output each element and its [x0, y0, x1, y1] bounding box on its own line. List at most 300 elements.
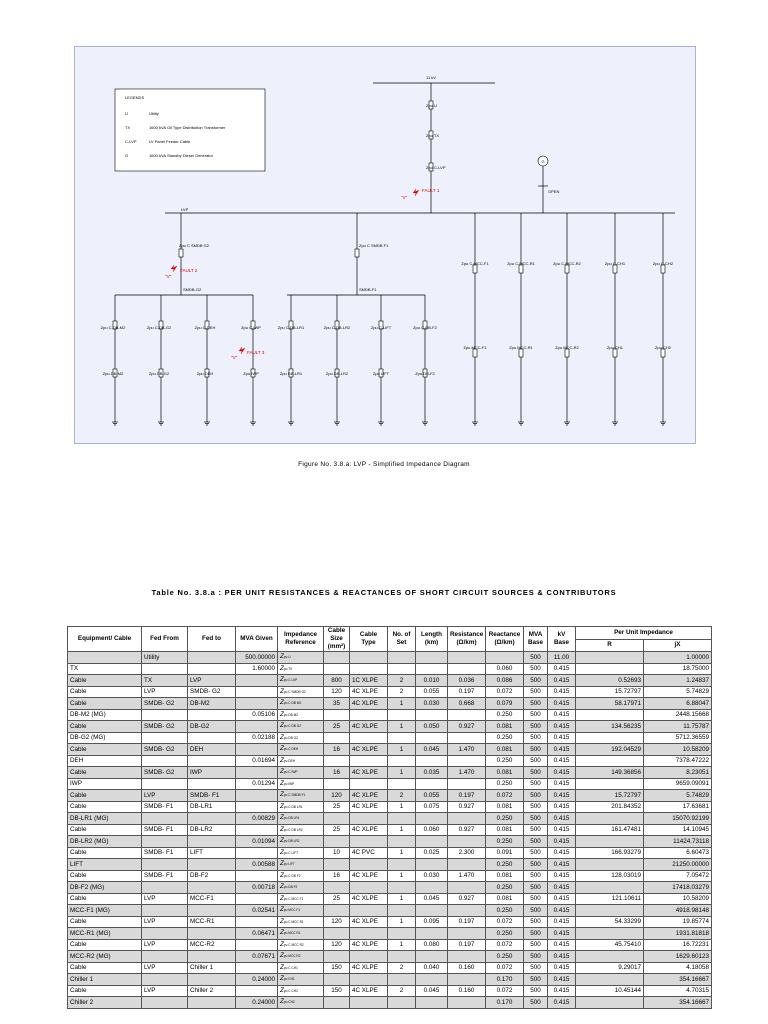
table-cell: 500 — [524, 652, 548, 664]
table-cell: 0.250 — [486, 882, 524, 894]
table-cell: 0.415 — [548, 905, 576, 917]
generator-label: G — [541, 159, 545, 164]
cell-impedance-ref — [278, 790, 324, 802]
table-cell: 0.095 — [416, 916, 448, 928]
table-cell: 0.060 — [486, 663, 524, 675]
impedance-diagram — [74, 46, 696, 444]
table-cell: 1 — [388, 847, 416, 859]
impedance-symbol — [473, 265, 477, 273]
table-cell: 15.72797 — [576, 790, 644, 802]
table-row — [68, 916, 712, 928]
impedance-symbol — [661, 349, 665, 357]
branch-load-label: Zpu CH1 — [606, 345, 624, 350]
table-cell: 500 — [524, 801, 548, 813]
table-cell — [486, 652, 524, 664]
table-cell — [142, 709, 188, 721]
table-cell: 0.036 — [448, 675, 486, 687]
cell-impedance-ref — [278, 652, 324, 664]
table-cell — [236, 801, 278, 813]
cell-impedance-ref — [278, 767, 324, 779]
smdb-g2-cable-label: Zpu C SMDB G2 — [179, 243, 210, 248]
table-cell: 134.56235 — [576, 721, 644, 733]
table-cell — [324, 778, 350, 790]
table-cell: 0.415 — [548, 663, 576, 675]
table-cell: 0.060 — [416, 824, 448, 836]
table-row — [68, 859, 712, 871]
table-cell: 9.29017 — [576, 962, 644, 974]
table-cell — [324, 974, 350, 986]
table-cell: 0.00588 — [236, 859, 278, 871]
table-cell: 0.250 — [486, 755, 524, 767]
table-cell — [188, 709, 236, 721]
table-cell: 500 — [524, 882, 548, 894]
table-cell: 0.081 — [486, 893, 524, 905]
table-cell — [324, 859, 350, 871]
table-cell — [350, 882, 388, 894]
table-cell — [576, 755, 644, 767]
table-cell — [324, 755, 350, 767]
impedance-symbol: Z — [280, 687, 284, 695]
table-cell: 0.415 — [548, 721, 576, 733]
impedance-symbol: Z — [280, 768, 284, 775]
table-cell: 4C XLPE — [350, 744, 388, 756]
cell-impedance-ref — [278, 974, 324, 986]
table-cell: 1.24837 — [644, 675, 712, 687]
impedance-symbol — [179, 249, 183, 257]
table-cell: 0.197 — [448, 939, 486, 951]
table-cell: 0.415 — [548, 962, 576, 974]
table-cell — [388, 997, 416, 1009]
table-cell: 0.197 — [448, 916, 486, 928]
table-cell: 0.250 — [486, 928, 524, 940]
table-cell: 0.081 — [486, 801, 524, 813]
table-cell — [142, 905, 188, 917]
table-cell: 0.250 — [486, 709, 524, 721]
table-cell: 16 — [324, 744, 350, 756]
table-cell: 18.75000 — [644, 663, 712, 675]
table-row — [68, 732, 712, 744]
table-cell: 1 — [388, 801, 416, 813]
table-cell: LVP — [142, 790, 188, 802]
table-cell: 0.055 — [416, 790, 448, 802]
table-cell: 0.040 — [416, 962, 448, 974]
table-cell — [576, 836, 644, 848]
table-cell: 0.025 — [416, 847, 448, 859]
impedance-symbol: Z — [280, 917, 284, 925]
impedance-symbol: Z — [280, 722, 284, 729]
table-cell: DB-G2 (MG) — [68, 732, 142, 744]
table-cell: 9659.09091 — [644, 778, 712, 790]
branch-load-label: Zpu DB-LR1 — [279, 371, 303, 376]
table-cell: 17418.03279 — [644, 882, 712, 894]
impedance-subscript: pu C SMDB G2 — [283, 689, 306, 694]
table-cell: 0.081 — [486, 721, 524, 733]
table-cell: Cable — [68, 870, 142, 882]
table-cell — [236, 962, 278, 974]
table-cell: DB-M2 (MG) — [68, 709, 142, 721]
table-cell: 500 — [524, 709, 548, 721]
table-cell: 0.250 — [486, 951, 524, 963]
table-cell: LVP — [142, 893, 188, 905]
table-cell: 21250.00000 — [644, 859, 712, 871]
table-cell: TX — [68, 663, 142, 675]
col-mva-given: MVA Given — [236, 627, 278, 652]
table-row — [68, 905, 712, 917]
branch-cable-label: Zpu C-LIFT — [370, 325, 392, 330]
table-cell: 1 — [388, 721, 416, 733]
table-cell: DB-LR2 — [188, 824, 236, 836]
table-cell: 0.01294 — [236, 778, 278, 790]
impedance-subscript: pu CH2 — [283, 1000, 295, 1004]
table-cell: 0.086 — [486, 675, 524, 687]
table-cell: 2.300 — [448, 847, 486, 859]
cell-impedance-ref — [278, 882, 324, 894]
table-row — [68, 801, 712, 813]
table-row — [68, 721, 712, 733]
table-cell: 0.072 — [486, 790, 524, 802]
branch-load-label: Zpu MCC-F1 — [463, 345, 487, 350]
legend-desc: 1600 kVA Oil Type Distribution Transformer — [149, 125, 226, 130]
table-cell: 4C XLPE — [350, 790, 388, 802]
zpu-tx-label: Zpu TX — [426, 133, 440, 138]
table-cell: 1931.81818 — [644, 928, 712, 940]
table-cell: 0.927 — [448, 801, 486, 813]
table-cell — [188, 905, 236, 917]
table-row — [68, 870, 712, 882]
table-cell: 0.06471 — [236, 928, 278, 940]
table-cell — [324, 663, 350, 675]
table-cell: 0.072 — [486, 686, 524, 698]
table-cell — [142, 882, 188, 894]
table-cell: 120 — [324, 916, 350, 928]
table-cell: 10.58209 — [644, 893, 712, 905]
table-cell: 1.470 — [448, 870, 486, 882]
impedance-symbol: Z — [280, 952, 284, 959]
table-cell: 1.60000 — [236, 663, 278, 675]
legend-desc: LV Panel Feeder Cable — [149, 139, 191, 144]
table-row — [68, 974, 712, 986]
table-cell — [142, 974, 188, 986]
table-cell: 500 — [524, 686, 548, 698]
branch-cable-label: Zpu C-CH1 — [604, 261, 626, 266]
table-cell — [388, 905, 416, 917]
table-cell: 354.16667 — [644, 997, 712, 1009]
table-cell: 0.415 — [548, 916, 576, 928]
table-cell: 500 — [524, 951, 548, 963]
table-cell — [350, 732, 388, 744]
table-cell: 4C PVC — [350, 847, 388, 859]
table-cell: 4C XLPE — [350, 801, 388, 813]
table-cell: 500 — [524, 755, 548, 767]
table-cell — [388, 859, 416, 871]
table-cell: 14.10945 — [644, 824, 712, 836]
table-cell: 0.160 — [448, 985, 486, 997]
table-cell: 8.23051 — [644, 767, 712, 779]
impedance-symbol: Z — [280, 676, 284, 683]
table-cell: 121.10611 — [576, 893, 644, 905]
table-cell — [388, 928, 416, 940]
table-cell: 0.045 — [416, 985, 448, 997]
table-cell: Chiller 1 — [188, 962, 236, 974]
table-cell: 25 — [324, 721, 350, 733]
table-cell — [188, 732, 236, 744]
table-cell: 1629.60123 — [644, 951, 712, 963]
impedance-symbol: Z — [280, 825, 284, 833]
table-row — [68, 824, 712, 836]
table-cell: 4.70315 — [644, 985, 712, 997]
cell-impedance-ref — [278, 721, 324, 733]
legend-desc: 1600 kVA Standby Diesel Generator — [149, 153, 213, 158]
table-cell: 500 — [524, 974, 548, 986]
table-cell — [350, 778, 388, 790]
table-cell: 6.60473 — [644, 847, 712, 859]
table-row — [68, 893, 712, 905]
table-cell — [324, 997, 350, 1009]
table-cell: 1 — [388, 939, 416, 951]
table-cell — [416, 778, 448, 790]
cell-impedance-ref — [278, 997, 324, 1009]
table-row — [68, 962, 712, 974]
table-cell — [416, 928, 448, 940]
impedance-subscript: pu DB LR2 — [283, 839, 300, 843]
fault-3-label: FAULT 3 — [247, 350, 265, 355]
table-cell: 1 — [388, 744, 416, 756]
table-cell: DB-LR2 (MG) — [68, 836, 142, 848]
table-cell: Utility — [142, 652, 188, 664]
table-cell — [350, 905, 388, 917]
table-cell: 0.415 — [548, 985, 576, 997]
table-cell: 0.081 — [486, 870, 524, 882]
table-cell — [448, 778, 486, 790]
impedance-subscript: pu DB G2 — [283, 735, 298, 740]
table-cell — [236, 916, 278, 928]
table-cell: 25 — [324, 824, 350, 836]
table-cell: Cable — [68, 686, 142, 698]
table-cell: 0.079 — [486, 698, 524, 710]
table-cell: 4C XLPE — [350, 698, 388, 710]
table-cell: 500.00000 — [236, 652, 278, 664]
cell-impedance-ref — [278, 870, 324, 882]
table-cell — [576, 997, 644, 1009]
table-cell — [350, 928, 388, 940]
table-cell: 120 — [324, 939, 350, 951]
table-row — [68, 813, 712, 825]
table-cell: TX — [142, 675, 188, 687]
zpu-u-label: Zpu U — [426, 103, 437, 108]
table-cell: 4C XLPE — [350, 893, 388, 905]
branch-cable-label: Zpu C-DB-G2 — [146, 325, 172, 330]
legend-title: LEGENDS — [125, 95, 145, 100]
table-cell — [188, 951, 236, 963]
table-cell — [448, 732, 486, 744]
impedance-subscript: pu C DB G2 — [283, 724, 302, 728]
table-cell — [142, 813, 188, 825]
impedance-symbol: Z — [280, 653, 284, 660]
smdb-f1-cable-label: Zpu C SMDB F1 — [359, 243, 389, 248]
table-cell: 0.415 — [548, 709, 576, 721]
table-cell: 10 — [324, 847, 350, 859]
table-cell — [576, 951, 644, 963]
table-cell: 5712.36559 — [644, 732, 712, 744]
cell-impedance-ref — [278, 778, 324, 790]
table-cell — [68, 652, 142, 664]
cell-impedance-ref — [278, 675, 324, 687]
table-cell — [350, 652, 388, 664]
table-cell — [388, 813, 416, 825]
table-cell: 161.47481 — [576, 824, 644, 836]
branch-cable-label: Zpu C-DB-M2 — [100, 325, 126, 330]
table-cell — [236, 893, 278, 905]
table-cell: 500 — [524, 939, 548, 951]
table-cell — [142, 755, 188, 767]
table-cell: 15.72797 — [576, 686, 644, 698]
branch-load-label: Zpu LIFT — [372, 371, 390, 376]
impedance-table-container — [67, 626, 711, 1009]
table-cell: Cable — [68, 893, 142, 905]
table-cell: 354.16667 — [644, 974, 712, 986]
branch-load-label: Zpu CH2 — [654, 345, 672, 350]
table-cell: 500 — [524, 813, 548, 825]
table-cell: 0.415 — [548, 847, 576, 859]
table-cell — [576, 663, 644, 675]
table-cell: SMDB- G2 — [188, 686, 236, 698]
table-row — [68, 790, 712, 802]
table-cell: 500 — [524, 675, 548, 687]
cell-impedance-ref — [278, 893, 324, 905]
table-cell: DB-LR1 (MG) — [68, 813, 142, 825]
cell-impedance-ref — [278, 813, 324, 825]
table-cell — [324, 928, 350, 940]
table-cell: 16.72231 — [644, 939, 712, 951]
table-row — [68, 882, 712, 894]
impedance-symbol — [613, 265, 617, 273]
table-cell: Cable — [68, 744, 142, 756]
impedance-subscript: pu C CH1 — [283, 965, 298, 970]
table-cell: 0.035 — [416, 767, 448, 779]
table-cell: IWP — [188, 767, 236, 779]
table-cell: 0.415 — [548, 732, 576, 744]
cell-impedance-ref — [278, 663, 324, 675]
table-cell — [350, 663, 388, 675]
table-cell: Cable — [68, 847, 142, 859]
table-cell — [324, 652, 350, 664]
table-cell: 192.04529 — [576, 744, 644, 756]
table-cell: 500 — [524, 744, 548, 756]
col-cable-size: Cable Size (mm²) — [324, 627, 350, 652]
col-mva-base: MVA Base — [524, 627, 548, 652]
table-cell: 1 — [388, 767, 416, 779]
impedance-symbol — [519, 349, 523, 357]
table-cell: Cable — [68, 939, 142, 951]
table-cell: LVP — [188, 675, 236, 687]
table-cell: 7378.47222 — [644, 755, 712, 767]
table-cell: 0.081 — [486, 767, 524, 779]
figure-caption: Figure No. 3.8.a: LVP - Simplified Impedance Diagram — [298, 461, 470, 468]
table-cell: 0.197 — [448, 686, 486, 698]
table-row — [68, 755, 712, 767]
table-cell: 0.415 — [548, 974, 576, 986]
fault-1-v-label: "V" — [401, 195, 408, 200]
table-row — [68, 767, 712, 779]
table-cell: 0.00718 — [236, 882, 278, 894]
table-cell — [236, 721, 278, 733]
table-cell: Chiller 2 — [68, 997, 142, 1009]
table-cell — [416, 652, 448, 664]
table-cell — [416, 997, 448, 1009]
fault-2-label: FAULT 2 — [180, 268, 198, 273]
table-cell — [188, 974, 236, 986]
table-cell — [448, 836, 486, 848]
table-cell: LVP — [142, 985, 188, 997]
table-cell: 5.74829 — [644, 790, 712, 802]
table-cell — [350, 709, 388, 721]
table-cell: 500 — [524, 859, 548, 871]
table-cell: 6.88047 — [644, 698, 712, 710]
impedance-subscript: pu C MCC R2 — [283, 942, 304, 947]
table-cell: Cable — [68, 962, 142, 974]
table-cell: 4C XLPE — [350, 721, 388, 733]
table-cell: 0.170 — [486, 974, 524, 986]
col-reactance: Reactance (Ω/km) — [486, 627, 524, 652]
table-cell — [576, 732, 644, 744]
table-cell — [416, 755, 448, 767]
cell-impedance-ref — [278, 905, 324, 917]
table-cell — [188, 652, 236, 664]
table-cell: 4C XLPE — [350, 985, 388, 997]
table-cell — [236, 985, 278, 997]
table-cell — [416, 974, 448, 986]
table-cell — [350, 951, 388, 963]
table-cell — [324, 882, 350, 894]
impedance-symbol: Z — [280, 779, 284, 787]
table-cell: 4918.98148 — [644, 905, 712, 917]
table-title: Table No. 3.8.a : PER UNIT RESISTANCES & REACTANCES OF SHORT CIRCUIT SOURCES & CONTRIBUTORS — [151, 588, 617, 597]
table-cell — [142, 997, 188, 1009]
table-cell: 2 — [388, 790, 416, 802]
table-cell: LVP — [142, 916, 188, 928]
impedance-subscript: pu C IWP — [283, 770, 298, 774]
table-cell: Cable — [68, 801, 142, 813]
table-cell: 500 — [524, 997, 548, 1009]
table-cell — [448, 997, 486, 1009]
table-cell: 0.927 — [448, 824, 486, 836]
table-cell: 25 — [324, 893, 350, 905]
table-cell: 54.33299 — [576, 916, 644, 928]
table-cell: 0.24000 — [236, 997, 278, 1009]
impedance-subscript: pu C MCC R1 — [283, 919, 304, 924]
table-cell: 0.415 — [548, 997, 576, 1009]
table-cell — [188, 928, 236, 940]
table-cell — [236, 939, 278, 951]
table-cell: Cable — [68, 721, 142, 733]
table-cell — [388, 732, 416, 744]
table-row — [68, 686, 712, 698]
table-cell: 1.00000 — [644, 652, 712, 664]
table-cell: 0.07671 — [236, 951, 278, 963]
impedance-symbol — [613, 349, 617, 357]
table-cell: 0.075 — [416, 801, 448, 813]
table-cell — [448, 709, 486, 721]
table-cell — [416, 813, 448, 825]
table-cell: 0.02541 — [236, 905, 278, 917]
table-cell — [448, 974, 486, 986]
table-cell: 4C XLPE — [350, 686, 388, 698]
table-row — [68, 847, 712, 859]
branch-cable-label: Zpu C-MCC-R1 — [507, 261, 535, 266]
table-cell: 0.415 — [548, 951, 576, 963]
table-cell — [416, 905, 448, 917]
table-cell — [350, 997, 388, 1009]
